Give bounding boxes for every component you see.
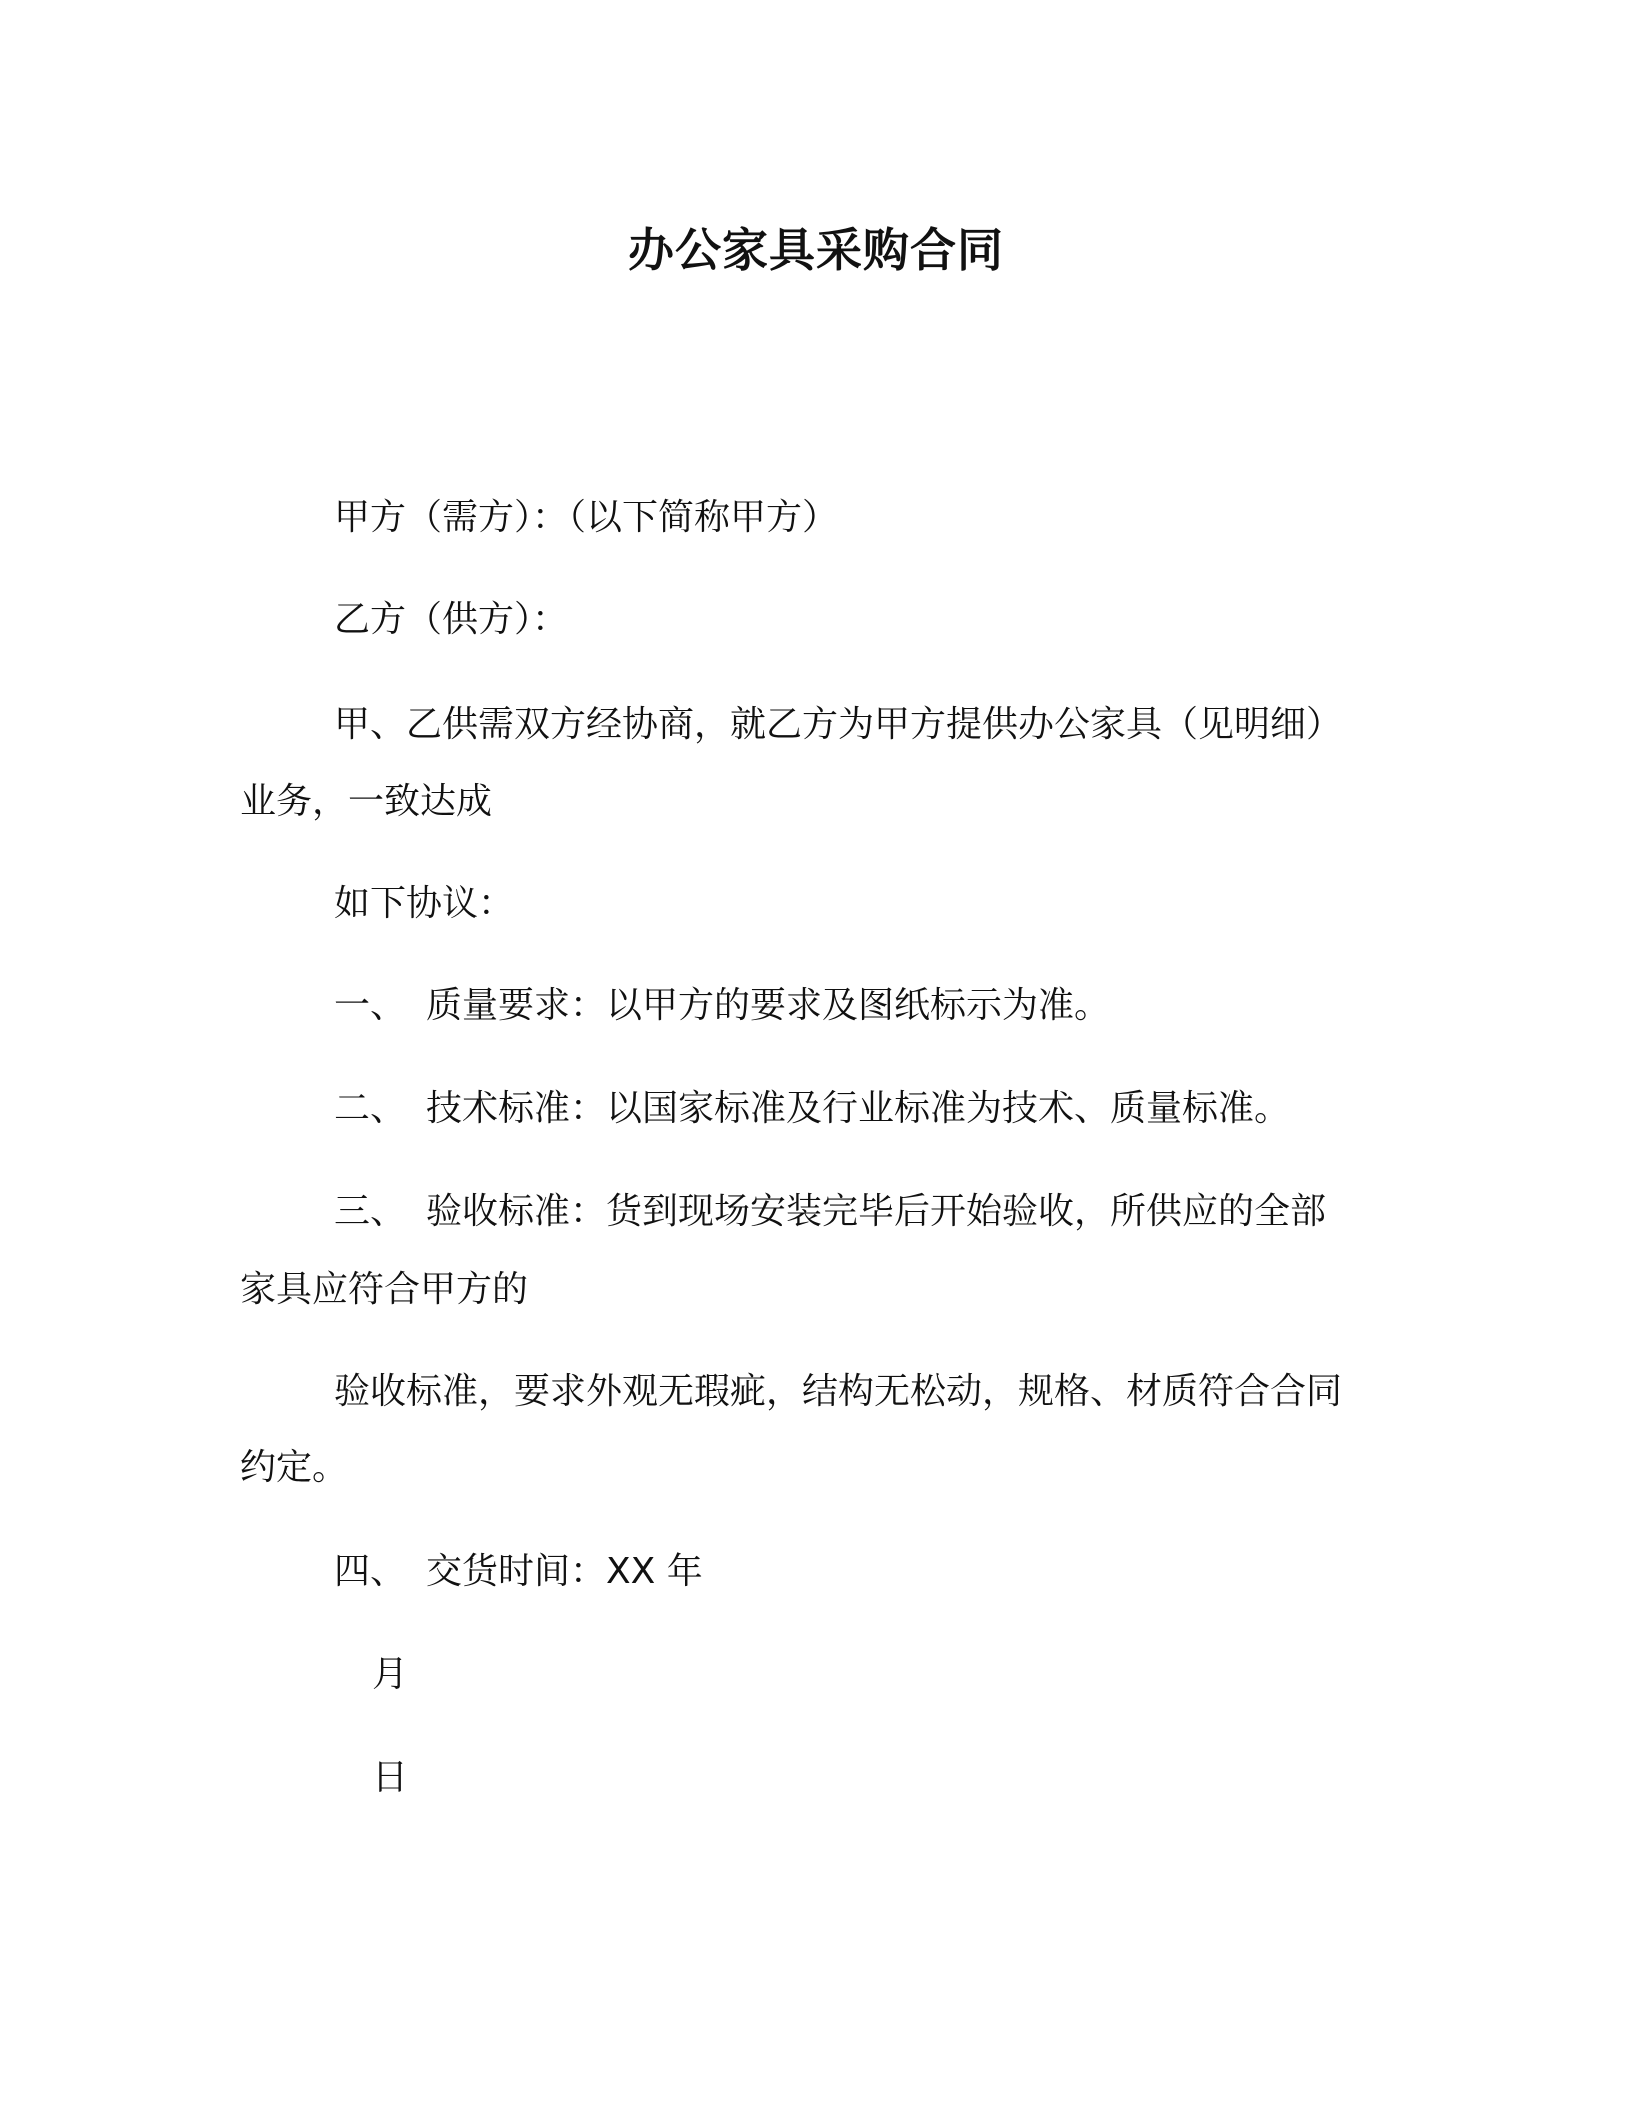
clause-4-text: 交货时间：XX 年 — [426, 1551, 703, 1592]
clause-3-para2-line-2: 约定。 — [240, 1447, 349, 1488]
clause-4 — [334, 1550, 703, 1594]
clause-3-text: 验收标准：货到现场安装完毕后开始验收，所供应的全部 — [426, 1191, 1327, 1232]
clause-3-line-2: 家具应符合甲方的 — [240, 1269, 529, 1310]
party-b-line: 乙方（供方）： — [334, 599, 569, 640]
clause-3-para2-line-1: 验收标准，要求外观无瑕疵，结构无松动，规格、材质符合合同 — [334, 1371, 1343, 1412]
intro-line-2: 业务，一致达成 — [240, 781, 493, 822]
date-month: 月 — [372, 1654, 409, 1695]
clause-1-number: 一、 — [334, 985, 407, 1026]
clause-4-number: 四、 — [334, 1551, 407, 1592]
intro-line-1: 甲、乙供需双方经协商，就乙方为甲方提供办公家具（见明细） — [334, 704, 1343, 745]
date-day: 日 — [372, 1757, 409, 1798]
party-a-line: 甲方（需方）：（以下简称甲方） — [334, 497, 839, 538]
document-title: 办公家具采购合同 — [628, 223, 1004, 277]
agreement-line: 如下协议： — [334, 883, 515, 924]
clause-1-text: 质量要求：以甲方的要求及图纸标示为准。 — [426, 985, 1111, 1026]
clause-3-number: 三、 — [334, 1191, 407, 1232]
clause-2 — [334, 1087, 1290, 1131]
clause-2-text: 技术标准：以国家标准及行业标准为技术、质量标准。 — [426, 1088, 1291, 1129]
clause-3 — [334, 1190, 1326, 1234]
clause-1 — [334, 984, 1110, 1028]
clause-2-number: 二、 — [334, 1088, 407, 1129]
